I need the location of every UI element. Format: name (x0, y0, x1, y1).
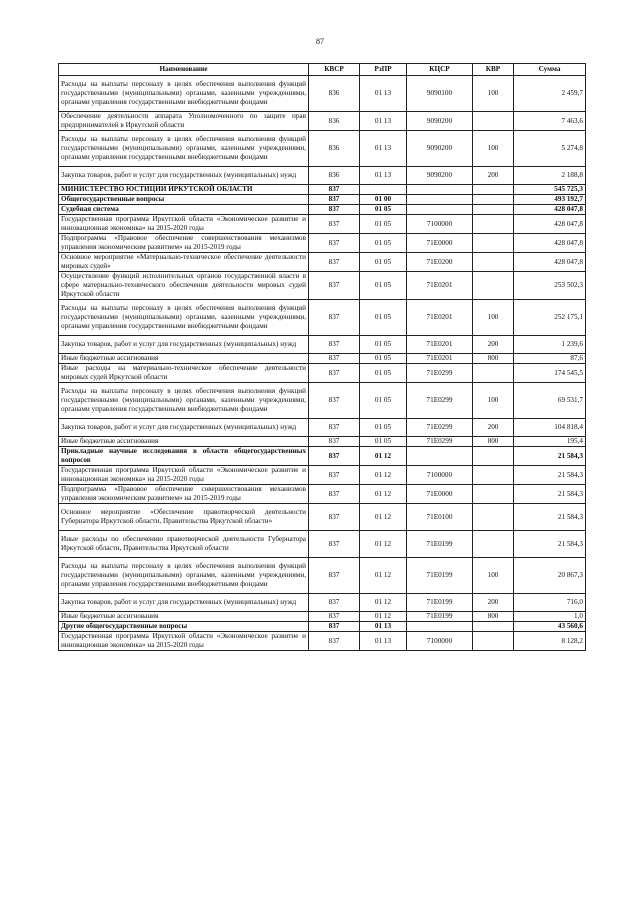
table-row (59, 167, 586, 185)
cell-sum: 545 725,3 (514, 185, 586, 195)
cell-kcsr: 71E0100 (407, 504, 473, 531)
cell-name: Расходы на выплаты персоналу в целях обеспечения выполнения функций государственными (муниципальными) органами, казенными учреждениями, органами управления государственными внебюджетными фондами (59, 131, 309, 167)
table-row (59, 131, 586, 167)
cell-sum: 5 274,8 (514, 131, 586, 167)
cell-rzpr: 01 12 (360, 504, 407, 531)
cell-sum: 21 584,3 (514, 504, 586, 531)
cell-name: Основное мероприятие «Обеспечение правотворческой деятельности Губернатора Иркутской области, Правительства Иркутской области» (59, 504, 309, 531)
cell-kcsr: 71E0200 (407, 253, 473, 272)
table-row (59, 215, 586, 234)
cell-kvsr: 837 (309, 447, 360, 466)
table-row (59, 466, 586, 485)
cell-name: Закупка товаров, работ и услуг для государственных (муниципальных) нужд (59, 336, 309, 354)
cell-rzpr: 01 12 (360, 466, 407, 485)
table-row (59, 594, 586, 612)
cell-kvsr: 837 (309, 253, 360, 272)
cell-name: Общегосударственные вопросы (59, 195, 309, 205)
cell-rzpr: 01 05 (360, 300, 407, 336)
cell-kvsr: 837 (309, 364, 360, 383)
cell-kcsr: 71E0199 (407, 612, 473, 622)
table-row (59, 112, 586, 131)
cell-kvsr: 837 (309, 419, 360, 437)
cell-rzpr: 01 05 (360, 419, 407, 437)
cell-name: Подпрограмма «Правовое обеспечение совершенствования механизмов управления экономическим развитием» на 2015-2019 годы (59, 234, 309, 253)
cell-rzpr: 01 05 (360, 437, 407, 447)
cell-kcsr (407, 185, 473, 195)
cell-kvr (473, 531, 514, 558)
cell-name: Расходы на выплаты персоналу в целях обеспечения выполнения функций государственными (муниципальными) органами, казенными учреждениями, органами управления государственными внебюджетными фондами (59, 300, 309, 336)
cell-kvr (473, 215, 514, 234)
cell-kvr: 800 (473, 354, 514, 364)
cell-kvr: 200 (473, 336, 514, 354)
cell-name: Расходы на выплаты персоналу в целях обеспечения выполнения функций государственными (муниципальными) органами, казенными учреждениями, органами управления государственными внебюджетными фондами (59, 383, 309, 419)
cell-name: Основное мероприятие «Материально-техническое обеспечение деятельности мировых судей» (59, 253, 309, 272)
header-sum: Сумма (514, 64, 586, 76)
cell-name: Иные расходы на материально-техническое обеспечение деятельности мировых судей Иркутской области (59, 364, 309, 383)
cell-kcsr: 9090200 (407, 131, 473, 167)
cell-kcsr (407, 205, 473, 215)
cell-rzpr: 01 00 (360, 195, 407, 205)
table-row (59, 76, 586, 112)
cell-sum: 428 047,8 (514, 215, 586, 234)
cell-kcsr: 71E0199 (407, 558, 473, 594)
cell-kvr (473, 364, 514, 383)
cell-kcsr: 71E0199 (407, 531, 473, 558)
table-row (59, 632, 586, 651)
cell-kvsr: 837 (309, 594, 360, 612)
cell-kvsr: 837 (309, 336, 360, 354)
cell-kvsr: 837 (309, 504, 360, 531)
cell-kvr (473, 234, 514, 253)
cell-kvr (473, 205, 514, 215)
cell-kcsr: 7100000 (407, 466, 473, 485)
table-row (59, 205, 586, 215)
cell-name: Расходы на выплаты персоналу в целях обеспечения выполнения функций государственными (муниципальными) органами, казенными учреждениями, органами управления государственными внебюджетными фондами (59, 76, 309, 112)
cell-sum: 195,4 (514, 437, 586, 447)
cell-rzpr: 01 13 (360, 632, 407, 651)
cell-kvr: 200 (473, 167, 514, 185)
cell-kvr (473, 185, 514, 195)
cell-name: Закупка товаров, работ и услуг для государственных (муниципальных) нужд (59, 419, 309, 437)
table-row (59, 364, 586, 383)
cell-kvr (473, 622, 514, 632)
cell-sum: 8 128,2 (514, 632, 586, 651)
cell-kvsr: 837 (309, 300, 360, 336)
cell-rzpr: 01 12 (360, 485, 407, 504)
cell-name: Государственная программа Иркутской области «Экономическое развитие и инновационная экономика» на 2015-2020 годы (59, 632, 309, 651)
cell-kcsr: 71E0201 (407, 336, 473, 354)
table-row (59, 253, 586, 272)
cell-kcsr: 71E0299 (407, 364, 473, 383)
table-row (59, 531, 586, 558)
cell-sum: 428 047,8 (514, 234, 586, 253)
header-kcsr: КЦСР (407, 64, 473, 76)
cell-sum: 21 584,3 (514, 466, 586, 485)
cell-sum: 2 188,8 (514, 167, 586, 185)
cell-sum: 428 047,8 (514, 253, 586, 272)
cell-sum: 1 239,6 (514, 336, 586, 354)
cell-kcsr: 9090200 (407, 112, 473, 131)
cell-sum: 7 463,6 (514, 112, 586, 131)
cell-rzpr: 01 12 (360, 531, 407, 558)
cell-kcsr: 71E0000 (407, 234, 473, 253)
header-kvsr: КВСР (309, 64, 360, 76)
cell-name: Осуществление функций исполнительных органов государственной власти в сфере материально-технического обеспечения деятельности мировых судей Иркутской области (59, 272, 309, 300)
cell-rzpr: 01 05 (360, 354, 407, 364)
cell-kvsr: 837 (309, 383, 360, 419)
cell-kvsr: 837 (309, 185, 360, 195)
cell-kvr: 100 (473, 558, 514, 594)
cell-kvsr: 837 (309, 215, 360, 234)
cell-kvr: 800 (473, 612, 514, 622)
cell-kvr: 100 (473, 131, 514, 167)
cell-sum: 493 192,7 (514, 195, 586, 205)
table-row (59, 272, 586, 300)
cell-kvsr: 836 (309, 112, 360, 131)
cell-name: Другие общегосударственные вопросы (59, 622, 309, 632)
cell-rzpr: 01 13 (360, 131, 407, 167)
cell-rzpr: 01 05 (360, 253, 407, 272)
cell-name: Подпрограмма «Правовое обеспечение совершенствования механизмов управления экономическим развитием» на 2015-2019 годы (59, 485, 309, 504)
cell-sum: 21 584,3 (514, 447, 586, 466)
table-row (59, 336, 586, 354)
cell-kvr: 100 (473, 76, 514, 112)
cell-kvsr: 837 (309, 234, 360, 253)
cell-rzpr: 01 13 (360, 622, 407, 632)
cell-rzpr: 01 05 (360, 272, 407, 300)
cell-kcsr: 71E0201 (407, 354, 473, 364)
cell-kvr (473, 632, 514, 651)
table-row (59, 419, 586, 437)
cell-kvsr: 837 (309, 558, 360, 594)
cell-kvsr: 837 (309, 485, 360, 504)
cell-kvr: 200 (473, 419, 514, 437)
cell-kvsr: 837 (309, 622, 360, 632)
cell-name: Государственная программа Иркутской области «Экономическое развитие и инновационная экономика» на 2015-2020 годы (59, 215, 309, 234)
cell-kvr (473, 485, 514, 504)
cell-kcsr: 71E0299 (407, 383, 473, 419)
cell-rzpr: 01 12 (360, 447, 407, 466)
cell-name: Иные бюджетные ассигнования (59, 354, 309, 364)
cell-sum: 104 818,4 (514, 419, 586, 437)
cell-kvr (473, 504, 514, 531)
cell-kvsr: 837 (309, 195, 360, 205)
cell-sum: 20 867,3 (514, 558, 586, 594)
cell-name: Иные расходы по обеспечению правотворческой деятельности Губернатора Иркутской области, Правительства Иркутской области (59, 531, 309, 558)
cell-rzpr: 01 13 (360, 76, 407, 112)
cell-rzpr: 01 05 (360, 215, 407, 234)
table-row (59, 383, 586, 419)
cell-sum: 716,0 (514, 594, 586, 612)
cell-name: Закупка товаров, работ и услуг для государственных (муниципальных) нужд (59, 594, 309, 612)
cell-rzpr: 01 13 (360, 112, 407, 131)
cell-kcsr: 71E0299 (407, 419, 473, 437)
cell-name: Государственная программа Иркутской области «Экономическое развитие и инновационная экономика» на 2015-2020 годы (59, 466, 309, 485)
table-body (59, 76, 586, 651)
cell-kvr: 200 (473, 594, 514, 612)
header-rzpr: РзПР (360, 64, 407, 76)
table-row (59, 185, 586, 195)
cell-kvr (473, 466, 514, 485)
cell-kcsr: 71E0199 (407, 594, 473, 612)
cell-kcsr (407, 447, 473, 466)
cell-kcsr: 9090100 (407, 76, 473, 112)
cell-kcsr: 71E0299 (407, 437, 473, 447)
cell-kcsr: 71E0201 (407, 300, 473, 336)
cell-kvr (473, 195, 514, 205)
budget-table (58, 63, 586, 651)
table-row (59, 504, 586, 531)
cell-kvsr: 837 (309, 437, 360, 447)
cell-rzpr: 01 05 (360, 205, 407, 215)
cell-kcsr: 9090200 (407, 167, 473, 185)
cell-rzpr: 01 12 (360, 594, 407, 612)
table-row (59, 437, 586, 447)
cell-kvsr: 837 (309, 612, 360, 622)
cell-rzpr: 01 12 (360, 558, 407, 594)
table-row (59, 558, 586, 594)
cell-sum: 253 502,3 (514, 272, 586, 300)
cell-rzpr: 01 05 (360, 234, 407, 253)
cell-kvsr: 837 (309, 632, 360, 651)
header-name: Наименование (59, 64, 309, 76)
cell-kvsr: 837 (309, 272, 360, 300)
header-kvr: КВР (473, 64, 514, 76)
cell-rzpr: 01 05 (360, 336, 407, 354)
cell-kcsr (407, 195, 473, 205)
cell-kvr: 800 (473, 437, 514, 447)
cell-kvr (473, 447, 514, 466)
table-row (59, 354, 586, 364)
cell-kvr: 100 (473, 383, 514, 419)
cell-rzpr: 01 05 (360, 383, 407, 419)
cell-kvr: 100 (473, 300, 514, 336)
cell-name: Обеспечение деятельности аппарата Уполномоченного по защите прав предпринимателей в Иркутской области (59, 112, 309, 131)
cell-sum: 21 584,3 (514, 485, 586, 504)
table-row (59, 447, 586, 466)
cell-kvr (473, 272, 514, 300)
table-row (59, 485, 586, 504)
cell-sum: 1,0 (514, 612, 586, 622)
cell-name: Судебная система (59, 205, 309, 215)
cell-name: Закупка товаров, работ и услуг для государственных (муниципальных) нужд (59, 167, 309, 185)
cell-sum: 43 560,6 (514, 622, 586, 632)
cell-kvsr: 836 (309, 76, 360, 112)
cell-kcsr (407, 622, 473, 632)
cell-kvsr: 837 (309, 205, 360, 215)
cell-rzpr: 01 12 (360, 612, 407, 622)
page-number: 87 (316, 37, 324, 46)
cell-kcsr: 71E0000 (407, 485, 473, 504)
table-header-row (59, 64, 586, 76)
table-row (59, 300, 586, 336)
cell-kvsr: 837 (309, 531, 360, 558)
cell-name: Иные бюджетные ассигнования (59, 437, 309, 447)
table-row (59, 612, 586, 622)
cell-name: МИНИСТЕРСТВО ЮСТИЦИИ ИРКУТСКОЙ ОБЛАСТИ (59, 185, 309, 195)
cell-kvsr: 836 (309, 131, 360, 167)
cell-kcsr: 7100000 (407, 632, 473, 651)
cell-name: Прикладные научные исследования в области общегосударственных вопросов (59, 447, 309, 466)
table-row (59, 622, 586, 632)
cell-sum: 174 545,5 (514, 364, 586, 383)
cell-kvr (473, 112, 514, 131)
cell-sum: 87,6 (514, 354, 586, 364)
table-row (59, 195, 586, 205)
cell-kcsr: 71E0201 (407, 272, 473, 300)
cell-kvsr: 837 (309, 466, 360, 485)
cell-rzpr (360, 185, 407, 195)
cell-sum: 2 459,7 (514, 76, 586, 112)
cell-rzpr: 01 13 (360, 167, 407, 185)
table-row (59, 234, 586, 253)
cell-sum: 21 584,3 (514, 531, 586, 558)
cell-name: Иные бюджетные ассигнования (59, 612, 309, 622)
cell-kcsr: 7100000 (407, 215, 473, 234)
cell-rzpr: 01 05 (360, 364, 407, 383)
cell-kvsr: 837 (309, 354, 360, 364)
cell-name: Расходы на выплаты персоналу в целях обеспечения выполнения функций государственными (муниципальными) органами, казенными учреждениями, органами управления государственными внебюджетными фондами (59, 558, 309, 594)
cell-sum: 69 531,7 (514, 383, 586, 419)
cell-sum: 428 047,8 (514, 205, 586, 215)
cell-kvr (473, 253, 514, 272)
cell-kvsr: 836 (309, 167, 360, 185)
cell-sum: 252 175,1 (514, 300, 586, 336)
